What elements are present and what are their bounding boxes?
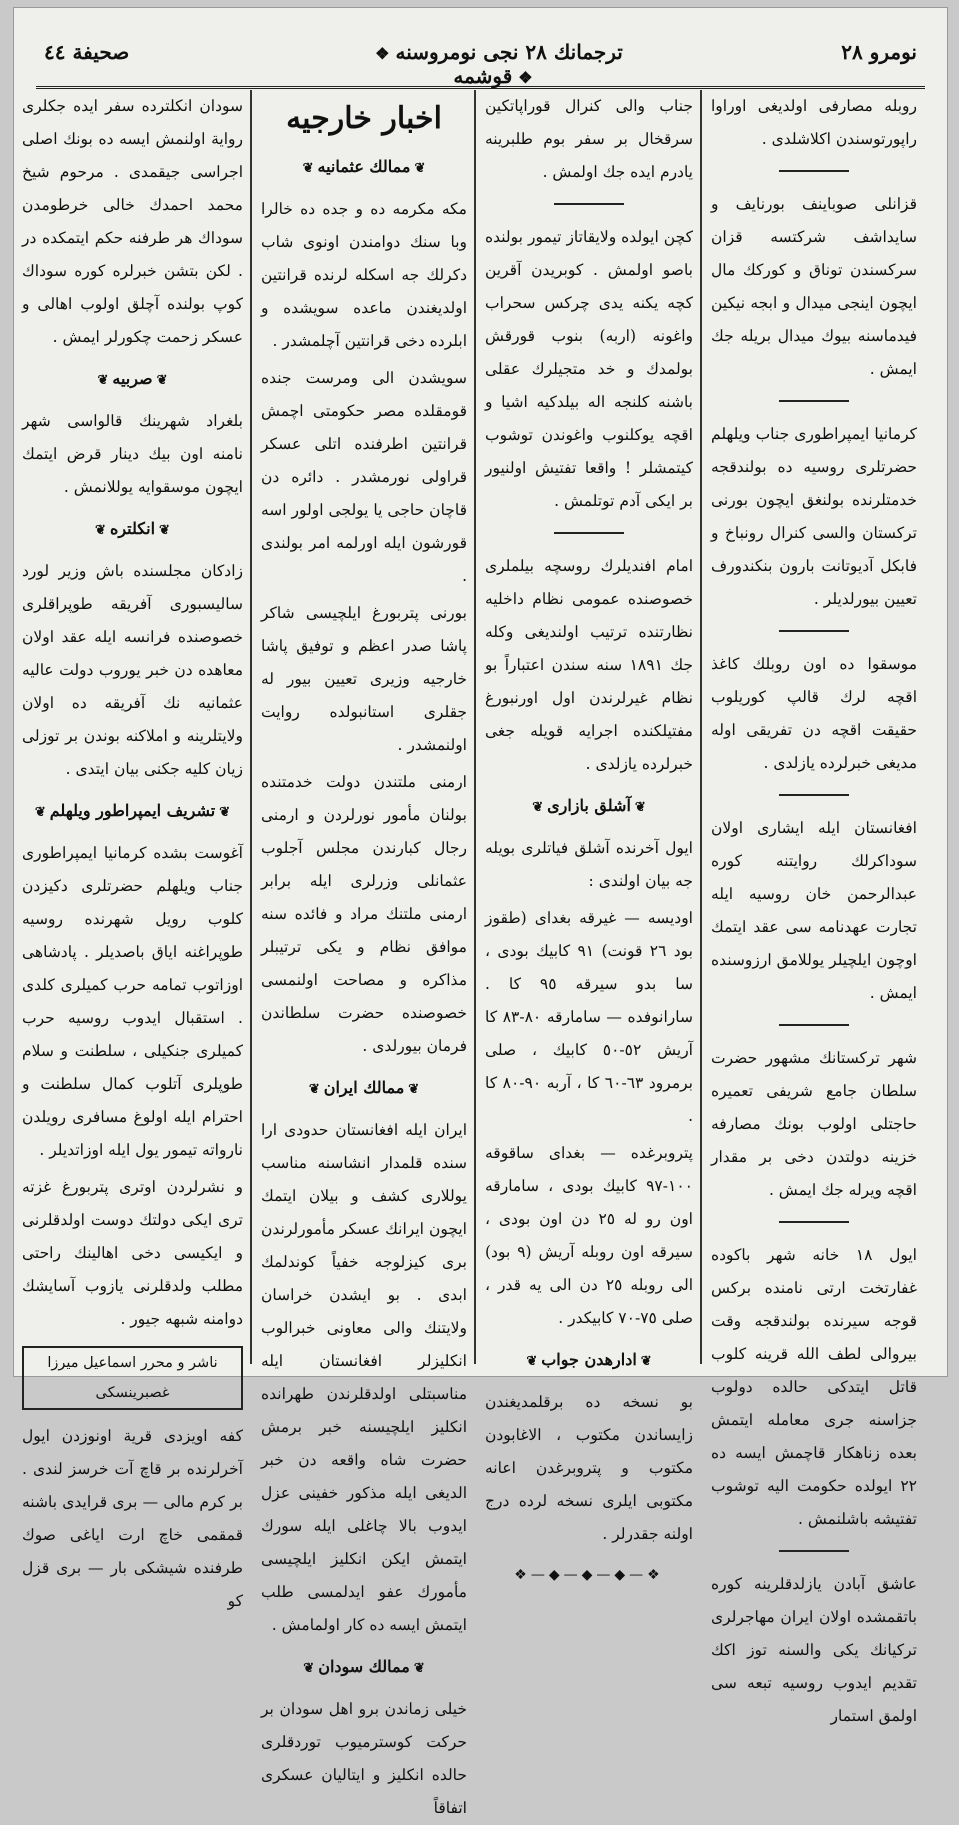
column-3 (253, 90, 475, 1817)
section-heading-text: ممالك ايران (323, 1078, 405, 1097)
ornament-icon: ❖ (518, 68, 533, 87)
section-heading-text: تشريف ايمپراطور ويلهلم (49, 801, 216, 820)
article-paragraph: كرمانيا ايمپراطورى جناب ويلهلم حضرتلرى روسيه ده بولندقجه خدمتلرنده بولنغق ايچون بورنى تركستان والسى كنرال رونباخ و فابكل آديوتانت بارون بنكندورف تعيين بيورلديلر . (711, 425, 917, 608)
section-heading-grain-market: ❦آشلق بازارى❦ (532, 796, 646, 815)
foreign-news-title: اخبار خارجيه (286, 101, 442, 136)
article-paragraph: زادكان مجلسنده باش وزير لورد ساليسبورى آفريقه طوپراقلرى خصوصنده فرانسه ايله عقد اولان معاهده دن خبر يوروب دولت عاليه عثمانيه نك آفريقه ده اولان ولايتلرينه و املاكنه بوندن بر توزلى زيان كليه جكنى بيان ايتدى . (22, 562, 243, 778)
article-paragraph: امام افنديلرك روسچه بيلملرى خصوصنده عمومى نظام داخليه نظارتنده ترتيب اولنديغى وكله جك ١٨٩١ سنه سندن اعتباراً بو نظام غيرلرندن اول اورنبورغ مفتيلكنده اجرايه قويله جغى خبرلرده يازلدى . (485, 557, 693, 773)
section-heading-emperor-visit: ❦تشريف ايمپراطور ويلهلم❦ (34, 801, 231, 820)
section-heading-iran: ❦ممالك ايران❦ (308, 1078, 420, 1097)
article-paragraph: سويشدن الى ومرست جنده قومقلده مصر حكومتى اچمش قرانتين اطرفنده اتلى عسكر قراولى نورمشدر . دائره دن قاچان حاجى يا يولجى اولور اسه قورشون ايله اورلمه امر بولندى . (261, 369, 467, 585)
article-paragraph: ارمنى ملتندن دولت خدمتنده بولنان مأمور نورلردن و ارمنى رجال كبارندن مجلس آجلوب عثمانلى وزرلرى ايله برابر ارمنى ملتنك مراد و فائده سنه موافق نظام و يكى ترتيبلر مذاكره و مصاحت اولنمسى خصوصنده حضرت سلطاندن فرمان بيورلدى . (261, 773, 467, 1055)
article-paragraph: ايران ايله افغانستان حدودى ارا سنده قلمدار انشاسنه مناسب يوللارى كشف و بيلان ايتمك ايچون ايرانك عسكر مأمورلرندن برى كيزلوجه خفياً كوندلمك ابدى . بو ايشدن خراسان ولايتنك والى معاونى خبرالوب انكليزلر افغانستان ايله مناسبتلى اولدقلرندن طهرانده انكليز ايلچيسنه خبر برمش حضرت شاه واقعه دن خبر الديغى ايله مذكور خفينى عزل ايدوب بالا چاغلى ايله سورك ايتمش ايكن انكليز ايلچيسى مأمورك عفو ايدلمسى طلب ايتمش ايسه ده كار اولمامش . (261, 1121, 467, 1634)
column-2 (477, 90, 701, 1583)
section-heading-text: انكلتره (109, 519, 156, 538)
separator (779, 630, 849, 632)
separator (779, 170, 849, 172)
article-paragraph: بورنى پتربورغ ايلچيسى شاكر پاشا صدر اعظم و توفيق پاشا خارجيه وزيرى تعيين بيور له جقلرى استانبولده روايت اولنمشدر . (261, 604, 467, 754)
separator (779, 400, 849, 402)
supplement-title-text: ترجمانك ٢٨ نجى نومروسنه قوشمه (395, 40, 623, 88)
article-paragraph: مكه مكرمه ده و جده ده خالرا وبا سنك دوامندن اونوى شاب دكرلك جه اسكله لرنده قرانتين اولديغندن ماعده سويشده و ابلرده دخى قرانتين آچلمشدر . (261, 200, 467, 350)
article-paragraph: ايول آخرنده آشلق فياتلرى بويله جه بيان اولندى : (485, 839, 693, 890)
article-paragraph: ايول ١٨ خانه شهر باكوده غفارتخت ارتى نامنده بركس قوجه سيرنده بولندقجه وقت بيروالى لطف الله قرينه كلوب قاتل ايتدكى حالده دولوب جزاسنه جرى معامله ايتمش بعده زناهكار قاچمش ايسه ده ٢٢ ايولده حكومت اليه توشوب تفتيشه باشلنمش . (711, 1246, 917, 1528)
separator (779, 1550, 849, 1552)
separator (554, 532, 624, 534)
article-paragraph: قزانلى صوباينف بورنايف و سايداشف شركتسه قزان سركسندن توناق و كوركك مال ايچون اينجى ميدال و ابجه نيكين فيدماسنه بيوك ميدال بريله جك ايمش . (711, 195, 917, 378)
section-heading-text: ادارهدن جواب (541, 1350, 637, 1369)
article-paragraph: كچن ايولده ولايقاتاز تيمور بولنده باصو اولمش . كوبريدن آقرين كچه يكنه يدى چركس سحراب واغونه (اربه) بنوب قورقش بولمدك و خد متجيلرك عقلى باشنه كلنجه اله بيلدكيه اشيا و اقچه يوكلنوب واغوندن توشوب كيتمشلر ! واقعا تفتيش اولنيور بر ايكى آدم توتلمش . (485, 228, 693, 510)
supplement-title (336, 40, 656, 88)
article-paragraph: شهر تركستانك مشهور حضرت سلطان جامع شريفى تعميره حاجتلى اولوب بونك مصارفه خزينه دولتدن دخى بر مقدار اقچه ويرله جك ايمش . (711, 1049, 917, 1199)
section-heading-england: ❦انكلتره❦ (95, 519, 170, 538)
article-paragraph: جناب والى كنرال قوراپاتكين سرقخال بر سفر بوم طلبرينه يادرم ايده جك اولمش . (485, 97, 693, 181)
section-heading-text: آشلق بازارى (547, 796, 631, 815)
separator (554, 203, 624, 205)
separator (779, 1221, 849, 1223)
article-paragraph: پتروبرغده — بغداى ساقوقه ١٠٠-٩٧ كابيك بودى ، سامارقه اون رو له ٢٥ دن اون بودى ، سيرقه اون روبله آريش (٩ بود) الى روبله ٢٥ دن الى يه قدر ، صلى ٧٥-٧٠ كابيكدر . (485, 1144, 693, 1327)
article-paragraph: افغانستان ايله ايشارى اولان سوداكرلك روايتنه كوره عبدالرحمن خان روسيه ايله تجارت عهدنامه سى عقد ايتمك اوچون ايلچيلر يوللامق ارزوسنده ايمش . (711, 819, 917, 1002)
article-paragraph: خيلى زماندن برو اهل سودان بر حركت كوسترميوب توردقلرى حالده انكليز و ايتاليان عسكرى اتفاقاً (261, 1700, 467, 1817)
article-paragraph: سودان انكلترده سفر ايده جكلرى رواية اولنمش ايسه ده بونك اصلى اجراسى جيقمدى . مرحوم شيخ محمد احمدك خالى خرطومدن سوداك هر طرفنه حكم ايتمكده در . لكن بتشن خبرلره كوره سوداك كوپ بولنده آچلق اولوب اهالى و عسكر زحمت چكورلر ايمش . (22, 97, 243, 346)
end-ornament: ❖—◆—◆—◆—❖ (514, 1567, 664, 1583)
newspaper-page (14, 8, 947, 1817)
section-heading-text: صربيه (112, 369, 153, 388)
section-heading-ottoman: ❦ممالك عثمانيه❦ (302, 157, 426, 176)
ornament-icon: ❖ (375, 44, 390, 63)
page-number: صحيفة ٤٤ (44, 40, 130, 64)
masthead (36, 26, 925, 89)
column-4 (14, 90, 251, 1610)
article-paragraph: عاشق آبادن يازلدقلرينه كوره باتقمشده اولان ايران مهاجرلرى تركيانك يكى والسنه توز اكك تقديم ايدوب روسيه تبعه سى اولمق استمار (711, 1575, 917, 1725)
article-paragraph: روبله مصارفى اولديغى اوراوا راپورتوسندن اكلاشلدى . (711, 97, 917, 148)
publisher-box: ناشر و محرر اسماعيل ميرزا غصبرينسكى (22, 1346, 243, 1410)
separator (779, 1024, 849, 1026)
column-1 (703, 90, 925, 1725)
columns (22, 90, 925, 1817)
article-paragraph: موسقوا ده اون روبلك كاغذ اقچه لرك قالپ كوريلوب حقيقت اقچه دن تفريقى اوله مديغى خبرلرده يازلدى . (711, 655, 917, 772)
article-paragraph: آغوست بشده كرمانيا ايمپراطورى جناب ويلهلم حضرتلرى دكيزدن كلوب رويل شهرنده روسيه طوپراغنه اياق باصديلر . پادشاهى اوزاتوب تمامه حرب كميلرى كلدى . استقبال ايدوب روسيه حرب كميلرى جنكيلى ، سلطنت و سلام طوپلرى آتلوب كمال سلطنت و احترام ايله اولوغ مسافرى رويلدن نارواته تيمور يول ايله اوزاتديلر . (22, 844, 243, 1159)
separator (779, 794, 849, 796)
article-paragraph: كفه اويزدى قرية اونوزدن ايول آخرلرنده بر قاچ آت خرسز لندى . بر كرم مالى — برى قرايدى باشنه قمقمى خاچ ارت اياغى صوك طرفنده شيشكى بار — برى قزل كو (22, 1427, 243, 1610)
article-paragraph: بلغراد شهرينك قالواسى شهر نامنه اون بيك دينار قرض ايتمك ايچون موسقوايه يوللانمش . (22, 412, 243, 496)
article-paragraph: اوديسه — غيرقه بغداى (طقوز بود ٢٦ قونت) ٩١ كابيك بودى ، سا بدو سيرقه ٩٥ كا . سارانوفده — سامارقه ٨٠-٨٣ كا آريش ٥٢-٥٠ كابيك ، صلى برمرود ٦٣-٦٠ كا ، آربه ٩٠-٨٠ كا . (485, 909, 693, 1125)
section-heading-text: ممالك عثمانيه (317, 157, 411, 176)
section-heading-editorial-reply: ❦ادارهدن جواب❦ (526, 1350, 652, 1369)
article-paragraph: بو نسخه ده برقلمديغندن زايساندن مكتوب ، الاغابودن مكتوب و پتروبرغدن اعانه مكتوبى ايلرى نسخه لرده درج اولنه جقدرلر . (485, 1393, 693, 1543)
section-heading-sudan: ❦ممالك سودان❦ (303, 1657, 425, 1676)
article-paragraph: و نشرلردن اوترى پتربورغ غزته ترى ايكى دولتك دوست اولدقلرنى و ايكيسى دخى اهالينك راحتى مطلب ولدقلرنى يازوب آسايشك دوامنه شبهه جيور . (22, 1178, 243, 1328)
issue-number: نومرو ٢٨ (841, 40, 917, 64)
section-heading-serbia: ❦صربيه❦ (97, 369, 168, 388)
section-heading-text: ممالك سودان (318, 1657, 410, 1676)
